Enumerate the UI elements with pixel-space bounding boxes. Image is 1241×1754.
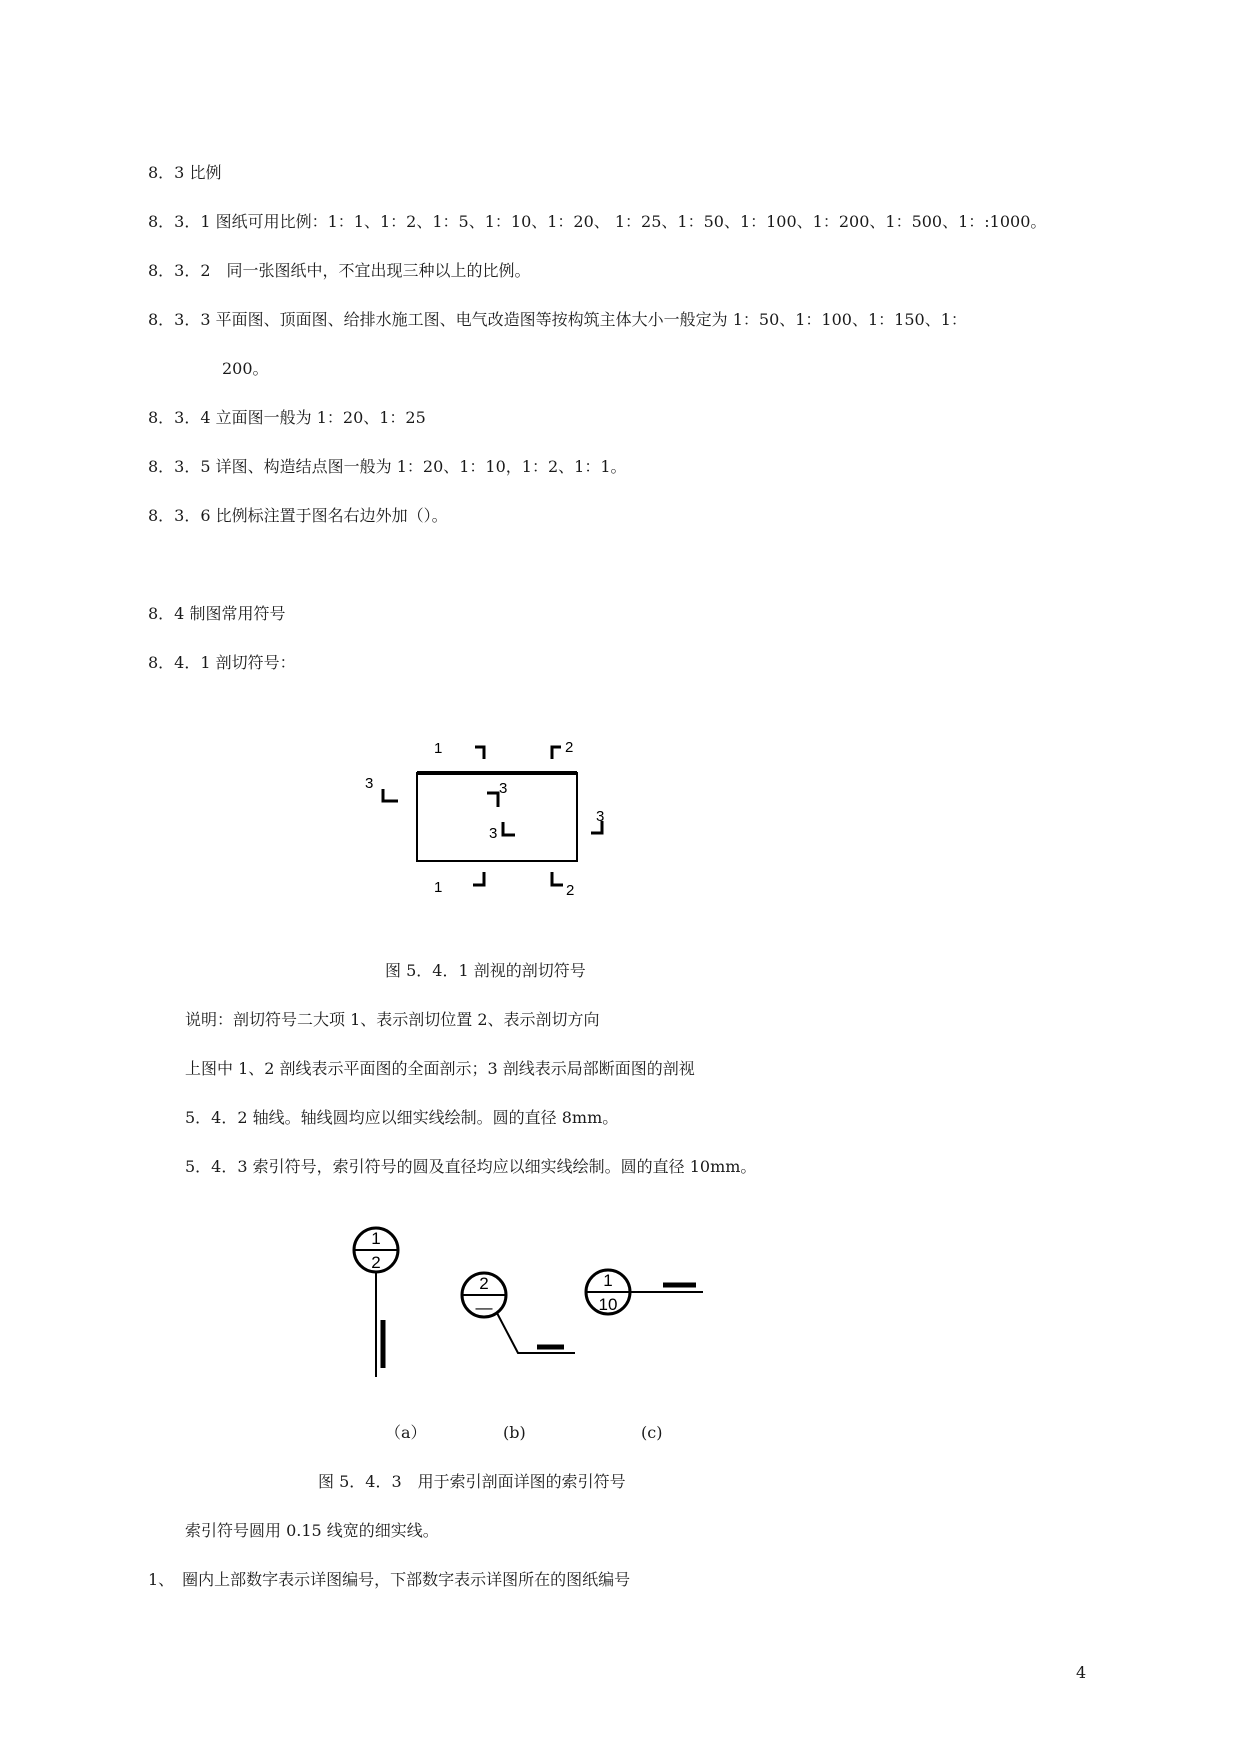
clause-8-3-6: 8．3．6 比例标注置于图名右边外加（）。: [148, 506, 448, 525]
index-c-bottom: 10: [598, 1295, 618, 1314]
clause-8-3-3: 8．3．3 平面图、顶面图、给排水施工图、电气改造图等按构筑主体大小一般定为 1：50、1：100、1：150、1：: [148, 310, 967, 329]
clause-5-4-3: 5．4．3 索引符号，索引符号的圆及直径均应以细实线绘制。圆的直径 10mm。: [185, 1157, 757, 1176]
label-top-right-2: 2: [565, 739, 574, 756]
label-bottom-right-2: 2: [566, 882, 575, 899]
note-index-line-width: 索引符号圆用 0.15 线宽的细实线。: [185, 1521, 439, 1540]
index-a-bottom: 2: [371, 1253, 381, 1272]
clause-8-3-3-continued: 200。: [222, 359, 269, 378]
section-8-3-heading: 8．3 比例: [148, 163, 222, 182]
section-2-top-marker: [552, 747, 561, 759]
label-bottom-left-1: 1: [434, 879, 443, 896]
clause-8-4-1: 8．4．1 剖切符号：: [148, 653, 296, 672]
label-inner-top-3: 3: [499, 780, 508, 797]
label-top-left-1: 1: [434, 740, 443, 757]
figure-index-symbols: [340, 1225, 720, 1385]
note-index-numbering: 1、 圈内上部数字表示详图编号，下部数字表示详图所在的图纸编号: [148, 1570, 631, 1589]
plan-rectangle: [417, 773, 577, 861]
section-3-left-marker: [383, 789, 398, 801]
index-c-top: 1: [603, 1271, 613, 1290]
label-right-3: 3: [596, 808, 605, 825]
section-1-bottom-marker: [473, 872, 484, 885]
figure-541-caption: 图 5．4．1 剖视的剖切符号: [385, 961, 586, 980]
section-3-inner-top-marker: [487, 793, 498, 807]
page-number: 4: [1076, 1663, 1087, 1682]
index-a-top: 1: [371, 1229, 381, 1248]
section-3-inner-bottom-marker: [503, 822, 515, 835]
label-left-3: 3: [365, 775, 374, 792]
clause-8-3-2: 8．3．2 同一张图纸中，不宜出现三种以上的比例。: [148, 261, 531, 280]
label-inner-bottom-3: 3: [489, 825, 498, 842]
note-cut-symbol-explanation: 说明：剖切符号二大项 1、表示剖切位置 2、表示剖切方向: [185, 1010, 600, 1029]
section-2-bottom-marker: [552, 872, 563, 885]
clause-8-3-1: 8．3．1 图纸可用比例：1：1、1：2、1：5、1：10、1：20、 1：25、1：50、1：100、1：200、1：500、1：:1000。: [148, 212, 1047, 231]
figure-543-label-c: (c): [641, 1423, 663, 1442]
section-1-top-marker: [475, 747, 484, 759]
figure-543-label-a: （a）: [385, 1423, 427, 1442]
figure-section-cut-symbols: [365, 735, 630, 910]
clause-8-3-5: 8．3．5 详图、构造结点图一般为 1：20、1：10，1：2、1：1。: [148, 457, 627, 476]
note-section-lines: 上图中 1、2 剖线表示平面图的全面剖示；3 剖线表示局部断面图的剖视: [185, 1059, 695, 1078]
clause-5-4-2: 5．4．2 轴线。轴线圆均应以细实线绘制。圆的直径 8mm。: [185, 1108, 619, 1127]
index-b-top: 2: [479, 1274, 489, 1293]
section-8-4-heading: 8．4 制图常用符号: [148, 604, 286, 623]
index-b-bottom: —: [475, 1298, 493, 1317]
clause-8-3-4: 8．3．4 立面图一般为 1：20、1：25: [148, 408, 426, 427]
figure-543-caption: 图 5．4．3 用于索引剖面详图的索引符号: [318, 1472, 626, 1491]
figure-543-label-b: (b): [503, 1423, 526, 1442]
